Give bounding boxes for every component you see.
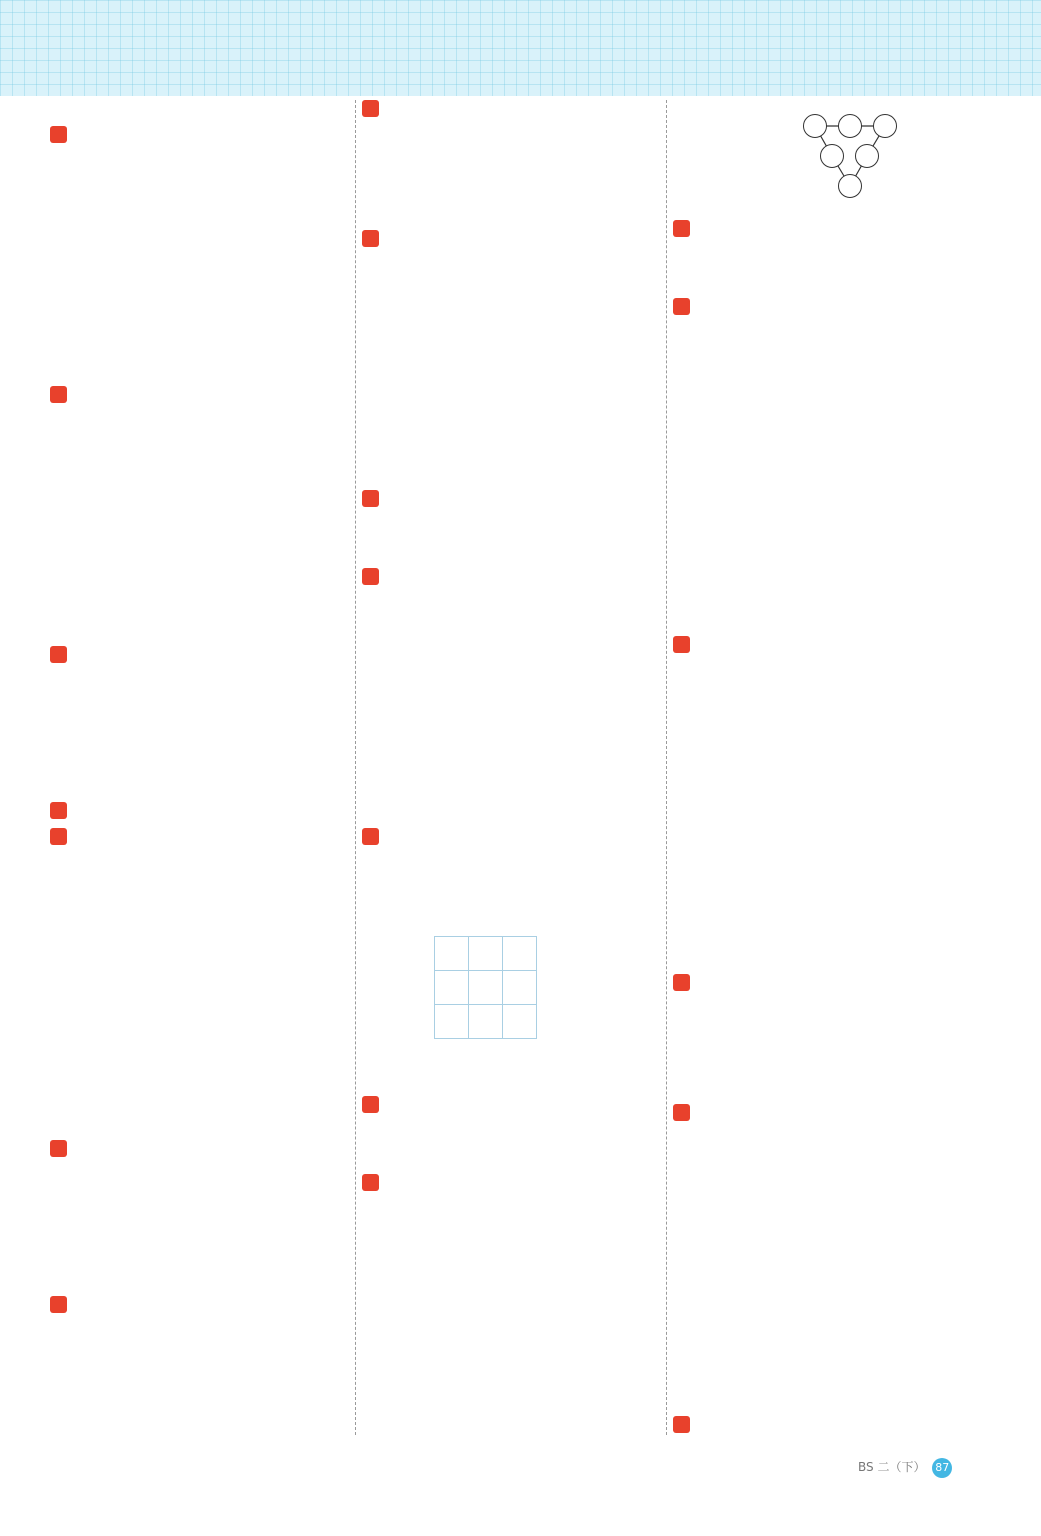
question-number-badge (50, 802, 67, 819)
answer-row (673, 350, 983, 376)
answer-row (673, 714, 983, 740)
answer-row (50, 568, 355, 594)
answer-row (50, 204, 355, 230)
section-heading (673, 610, 983, 636)
answer-row (673, 376, 983, 402)
question-number-badge (362, 100, 379, 117)
answer-row (50, 1244, 355, 1270)
answer-row (362, 776, 664, 802)
answer-row (50, 542, 355, 568)
section-heading (362, 516, 664, 542)
answer-row (673, 428, 983, 454)
answer-row (673, 1156, 983, 1182)
answer-note (50, 334, 355, 360)
section-heading (362, 542, 664, 568)
question-number-badge (50, 1296, 67, 1313)
answer-row (50, 932, 355, 958)
answer-row (50, 880, 355, 906)
triangle-example (673, 100, 983, 194)
question-number-badge (673, 298, 690, 315)
answer-row (50, 750, 355, 776)
answer-row (673, 688, 983, 714)
answer-row (362, 1148, 664, 1174)
answer-column-3 (673, 100, 983, 1442)
answer-row (362, 698, 664, 724)
answer-row (50, 724, 355, 750)
answer-row (362, 178, 664, 204)
answer-row (362, 880, 664, 906)
answer-row (50, 854, 355, 880)
question-number-badge (50, 386, 67, 403)
answer-row (362, 230, 664, 256)
page-number: 87 (932, 1458, 952, 1478)
answer-row (362, 620, 664, 646)
number-circle (873, 114, 897, 138)
answer-row (673, 1104, 983, 1130)
question-number-badge (362, 828, 379, 845)
answer-row (50, 802, 355, 828)
section-heading (362, 1044, 664, 1070)
answer-row (362, 334, 664, 360)
answer-row (50, 386, 355, 412)
answer-row (673, 1000, 983, 1026)
answer-row (673, 922, 983, 948)
answer-row (673, 1234, 983, 1260)
answer-row (50, 1192, 355, 1218)
answer-row (673, 454, 983, 480)
answer-row (673, 298, 983, 324)
answer-row (362, 152, 664, 178)
answer-row (673, 844, 983, 870)
answer-row (362, 1096, 664, 1122)
answer-row (362, 568, 664, 594)
question-number-badge (362, 230, 379, 247)
answer-row (50, 490, 355, 516)
answer-row (362, 1226, 664, 1252)
answer-row (50, 1010, 355, 1036)
answer-row (50, 1062, 355, 1088)
answer-row (673, 1208, 983, 1234)
number-circle (838, 114, 862, 138)
section-heading (673, 1078, 983, 1104)
answer-row (50, 126, 355, 152)
answer-row (362, 386, 664, 412)
answer-row (673, 1026, 983, 1052)
answer-row (50, 698, 355, 724)
answer-row (673, 662, 983, 688)
answer-row (50, 958, 355, 984)
number-circle (820, 144, 844, 168)
grid-cell (503, 971, 537, 1005)
answer-row (673, 636, 983, 662)
answer-row (50, 984, 355, 1010)
column-divider (666, 100, 667, 1435)
answer-row (673, 480, 983, 506)
answer-row (673, 896, 983, 922)
answer-row (362, 360, 664, 386)
question-number-badge (50, 646, 67, 663)
section-heading (362, 204, 664, 230)
question-number-badge (362, 568, 379, 585)
answer-row (362, 1278, 664, 1304)
answer-row (673, 792, 983, 818)
answer-row (362, 100, 664, 126)
question-number-badge (362, 1174, 379, 1191)
answer-row (673, 324, 983, 350)
answer-row (673, 246, 983, 272)
grid-cell (435, 937, 469, 971)
answer-row (50, 282, 355, 308)
answer-row (673, 272, 983, 298)
answer-row (50, 1140, 355, 1166)
answer-row (673, 1052, 983, 1078)
answer-row (362, 1304, 664, 1330)
answer-row (362, 1200, 664, 1226)
question-number-badge (673, 636, 690, 653)
answer-row (50, 1088, 355, 1114)
answer-row (673, 558, 983, 584)
answer-row (50, 256, 355, 282)
answer-row (673, 1260, 983, 1286)
answer-row (362, 854, 664, 880)
answer-row (50, 438, 355, 464)
answer-row (673, 506, 983, 532)
question-number-badge (673, 1104, 690, 1121)
answer-row (50, 1036, 355, 1062)
answer-row (50, 1296, 355, 1322)
answer-row (50, 100, 355, 126)
answer-row (362, 1252, 664, 1278)
answer-row (673, 1182, 983, 1208)
answer-row (673, 1338, 983, 1364)
answer-row (50, 152, 355, 178)
answer-row (362, 1356, 664, 1382)
answer-row (673, 1312, 983, 1338)
number-circle (838, 174, 862, 198)
grid-cell (503, 937, 537, 971)
answer-row (673, 740, 983, 766)
answer-row (673, 532, 983, 558)
answer-row (362, 594, 664, 620)
answer-row (50, 1400, 355, 1426)
answer-note (673, 584, 983, 610)
question-number-badge (362, 1096, 379, 1113)
answer-row (50, 828, 355, 854)
answer-row (50, 412, 355, 438)
answer-row (50, 1348, 355, 1374)
answer-row (362, 438, 664, 464)
answer-row (50, 178, 355, 204)
answer-row (673, 948, 983, 974)
answer-row (362, 906, 664, 932)
answer-row (673, 766, 983, 792)
answer-row (362, 126, 664, 152)
grid-cell (469, 937, 503, 971)
answer-row (50, 464, 355, 490)
question-number-badge (50, 126, 67, 143)
grid-cell (435, 1005, 469, 1039)
answer-row (673, 1130, 983, 1156)
question-number-badge (362, 490, 379, 507)
answer-column-2 (362, 100, 664, 1382)
answer-row (50, 230, 355, 256)
answer-row (50, 1374, 355, 1400)
answer-note (50, 308, 355, 334)
answer-row (673, 402, 983, 428)
answer-row (362, 802, 664, 828)
magic-square-grid (434, 936, 537, 1039)
answer-row (362, 308, 664, 334)
section-heading (50, 360, 355, 386)
question-number-badge (673, 1416, 690, 1433)
answer-row (362, 828, 664, 854)
question-number-badge (673, 220, 690, 237)
answer-row (50, 1166, 355, 1192)
number-circle (855, 144, 879, 168)
answer-row (673, 220, 983, 246)
answer-row (673, 870, 983, 896)
answer-row (50, 1270, 355, 1296)
page-footer (858, 1458, 952, 1478)
answer-row (362, 282, 664, 308)
grid-cell (469, 971, 503, 1005)
answer-row (362, 646, 664, 672)
section-heading (362, 1070, 664, 1096)
header-band (0, 0, 1041, 96)
section-heading (50, 1114, 355, 1140)
number-circle (803, 114, 827, 138)
column-divider (355, 100, 356, 1435)
edition-label: BS 二（下） (858, 1460, 926, 1474)
answer-row (362, 1122, 664, 1148)
answer-row (673, 1416, 983, 1442)
answer-row (362, 256, 664, 282)
answer-row (673, 1390, 983, 1416)
magic-square-block (362, 932, 664, 1044)
question-number-badge (673, 974, 690, 991)
answer-row (50, 620, 355, 646)
answer-column-1 (50, 100, 355, 1426)
answer-row (362, 412, 664, 438)
answer-row (50, 672, 355, 698)
section-heading (50, 776, 355, 802)
answer-row (50, 594, 355, 620)
answer-row (50, 516, 355, 542)
grid-cell (503, 1005, 537, 1039)
answer-row (362, 490, 664, 516)
answer-row (362, 464, 664, 490)
answer-row (50, 1322, 355, 1348)
section-heading (673, 194, 983, 220)
question-number-badge (50, 828, 67, 845)
grid-cell (435, 971, 469, 1005)
answer-row (362, 1330, 664, 1356)
answer-row (50, 1218, 355, 1244)
answer-row (673, 1364, 983, 1390)
answer-row (673, 818, 983, 844)
answer-row (673, 974, 983, 1000)
answer-row (362, 672, 664, 698)
grid-cell (469, 1005, 503, 1039)
answer-row (50, 906, 355, 932)
answer-row (362, 750, 664, 776)
answer-row (50, 646, 355, 672)
answer-row (362, 724, 664, 750)
answer-row (362, 1174, 664, 1200)
question-number-badge (50, 1140, 67, 1157)
answer-row (673, 1286, 983, 1312)
